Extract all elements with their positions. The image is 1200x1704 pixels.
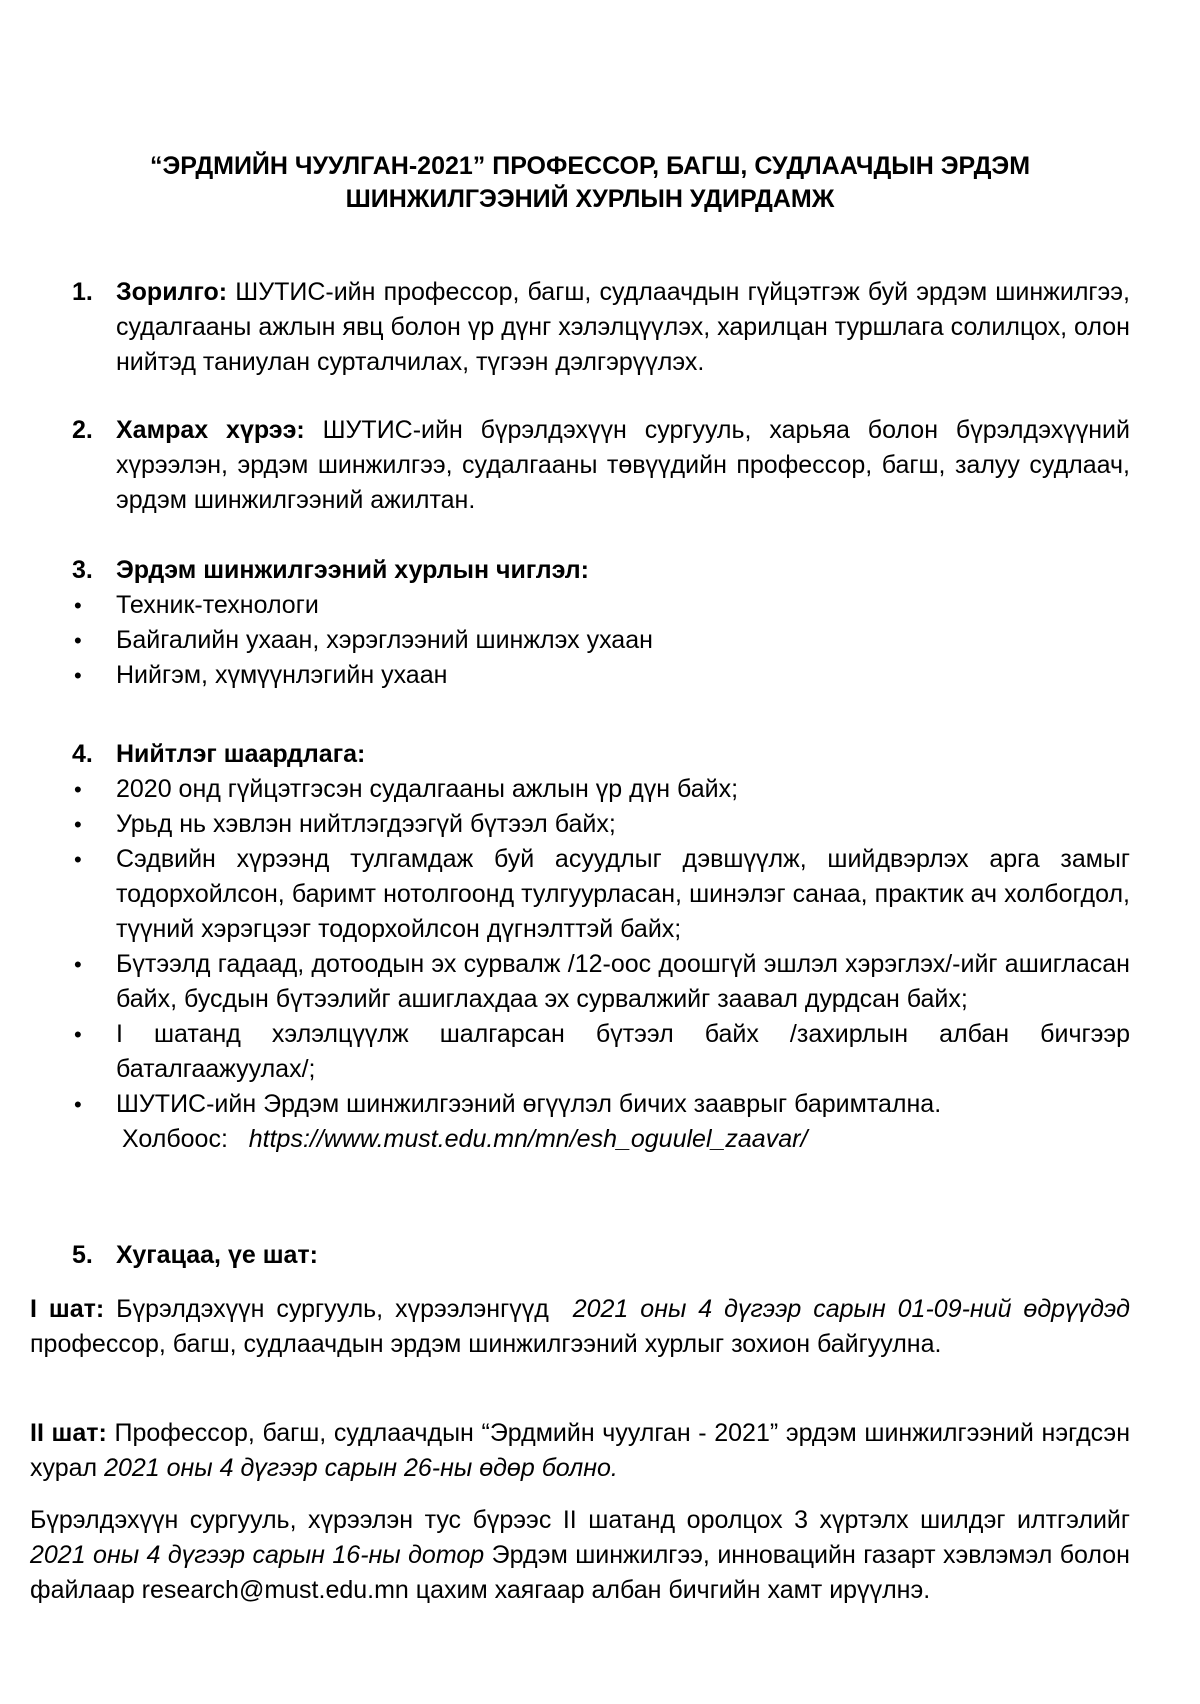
section-number: 4. — [72, 740, 93, 768]
bullet-icon: • — [74, 663, 82, 688]
section-label: Хамрах хүрээ: — [116, 416, 305, 444]
stage-date: 2021 оны 4 дүгээр сарын 01-09-ний өдрүүдэд — [572, 1295, 1130, 1323]
section-scope — [72, 413, 1130, 518]
list-item: • Техник-технологи — [72, 588, 1130, 623]
stage-1-paragraph: I шат: Бүрэлдэхүүн сургууль, хүрээлэнгүүд 2021 оны 4 дүгээр сарын 01-09-ний өдрүүдэд профессор, багш, судлаачдын эрдэм шинжилгээний хурлыг зохион байгуулна. — [30, 1295, 1130, 1358]
guideline-link[interactable]: https://www.must.edu.mn/mn/esh_oguulel_zaavar/ — [248, 1125, 808, 1153]
stage-label: II шат: — [30, 1419, 107, 1447]
section-body: ШУТИС-ийн бүрэлдэхүүн сургууль, харьяа болон бүрэлдэхүүний хүрээлэн, эрдэм шинжилгээ, судалгааны төвүүдийн профессор, багш, залуу судлаач, эрдэм шинжилгээний ажилтан. — [116, 416, 1130, 514]
section-timeline — [72, 1238, 1130, 1273]
section-heading: Хугацаа, үе шат: — [116, 1241, 319, 1269]
link-label: Холбоос: — [122, 1125, 228, 1153]
section-number: 1. — [72, 278, 93, 306]
directions-list — [72, 588, 1130, 693]
stage-2-paragraph: II шат: Профессор, багш, судлаачдын “Эрдмийн чуулган - 2021” эрдэм шинжилгээний нэгдсэн хурал 2021 оны 4 дүгээр сарын 26-ны өдөр болно. — [30, 1419, 1130, 1482]
title-line-1: “ЭРДМИЙН ЧУУЛГАН-2021” ПРОФЕССОР, БАГШ, СУДЛААЧДЫН ЭРДЭМ — [149, 152, 1031, 180]
section-number: 3. — [72, 556, 93, 584]
stage-date: 2021 оны 4 дүгээр сарын 26-ны өдөр болно. — [104, 1454, 618, 1482]
list-item: • Сэдвийн хүрээнд тулгамдаж буй асуудлыг дэвшүүлж, шийдвэрлэх арга замыг тодорхойлсон, баримт нотолгоонд тулгуурласан, шинэлэг санаа, практик ач холбогдол, түүний хэрэгцээг тодорхойлсон дүгнэлттэй байх; — [72, 842, 1130, 947]
bullet-icon: • — [74, 777, 82, 802]
section-directions — [72, 553, 1130, 693]
section-label: Зорилго: — [116, 278, 228, 306]
list-item: • I шатанд хэлэлцүүлж шалгарсан бүтээл байх /захирлын албан бичгээр баталгаажуулах/; — [72, 1017, 1130, 1087]
reference-link-line — [72, 1122, 1130, 1157]
section-number: 5. — [72, 1241, 93, 1269]
bullet-icon: • — [74, 952, 82, 977]
bullet-icon: • — [74, 628, 82, 653]
list-item: • ШУТИС-ийн Эрдэм шинжилгээний өгүүлэл бичих зааврыг баримтална. — [72, 1087, 1130, 1122]
section-scope-text — [116, 413, 1130, 518]
list-item: • Байгалийн ухаан, хэрэглээний шинжлэх ухаан — [72, 623, 1130, 658]
section-number: 2. — [72, 416, 93, 444]
section-heading: Эрдэм шинжилгээний хурлын чиглэл: — [116, 556, 589, 584]
section-purpose-text — [116, 275, 1130, 380]
list-item: • Бүтээлд гадаад, дотоодын эх сурвалж /12-оос доошгүй эшлэл хэрэглэх/-ийг ашигласан байх, бусдын бүтээлийг ашиглахдаа эх сурвалжийг заавал дурдсан байх; — [72, 947, 1130, 1017]
bullet-icon: • — [74, 593, 82, 618]
section-body: ШУТИС-ийн профессор, багш, судлаачдын гүйцэтгэж буй эрдэм шинжилгээ, судалгааны ажлын явц болон үр дүнг хэлэлцүүлэх, харилцан туршлага солилцох, олон нийтэд таниулан сурталчилах, түгээн дэлгэрүүлэх. — [116, 278, 1130, 376]
section-requirements — [72, 737, 1130, 1157]
stage-label: I шат: — [30, 1295, 105, 1323]
submission-paragraph: Бүрэлдэхүүн сургууль, хүрээлэн тус бүрээс II шатанд оролцох 3 хүртэлх шилдэг илтгэлийг 2021 оны 4 дүгээр сарын 16-ны дотор Эрдэм шинжилгээ, инновацийн газарт хэвлэмэл болон файлаар research@must.edu.mn цахим хаягаар албан бичгийн хамт ирүүлнэ. — [30, 1506, 1130, 1604]
submission-deadline: 2021 оны 4 дүгээр сарын 16-ны дотор — [30, 1541, 485, 1569]
title-line-2: ШИНЖИЛГЭЭНИЙ ХУРЛЫН УДИРДАМЖ — [345, 185, 835, 213]
bullet-icon: • — [74, 847, 82, 872]
section-purpose — [72, 275, 1130, 380]
bullet-icon: • — [74, 1092, 82, 1117]
list-item: • Урьд нь хэвлэн нийтлэгдээгүй бүтээл байх; — [72, 807, 1130, 842]
requirements-list — [72, 772, 1130, 1122]
bullet-icon: • — [74, 1022, 82, 1047]
list-item: • 2020 онд гүйцэтгэсэн судалгааны ажлын үр дүн байх; — [72, 772, 1130, 807]
list-item: • Нийгэм, хүмүүнлэгийн ухаан — [72, 658, 1130, 693]
section-heading: Нийтлэг шаардлага: — [116, 740, 366, 768]
bullet-icon: • — [74, 812, 82, 837]
document-title — [60, 150, 1120, 216]
